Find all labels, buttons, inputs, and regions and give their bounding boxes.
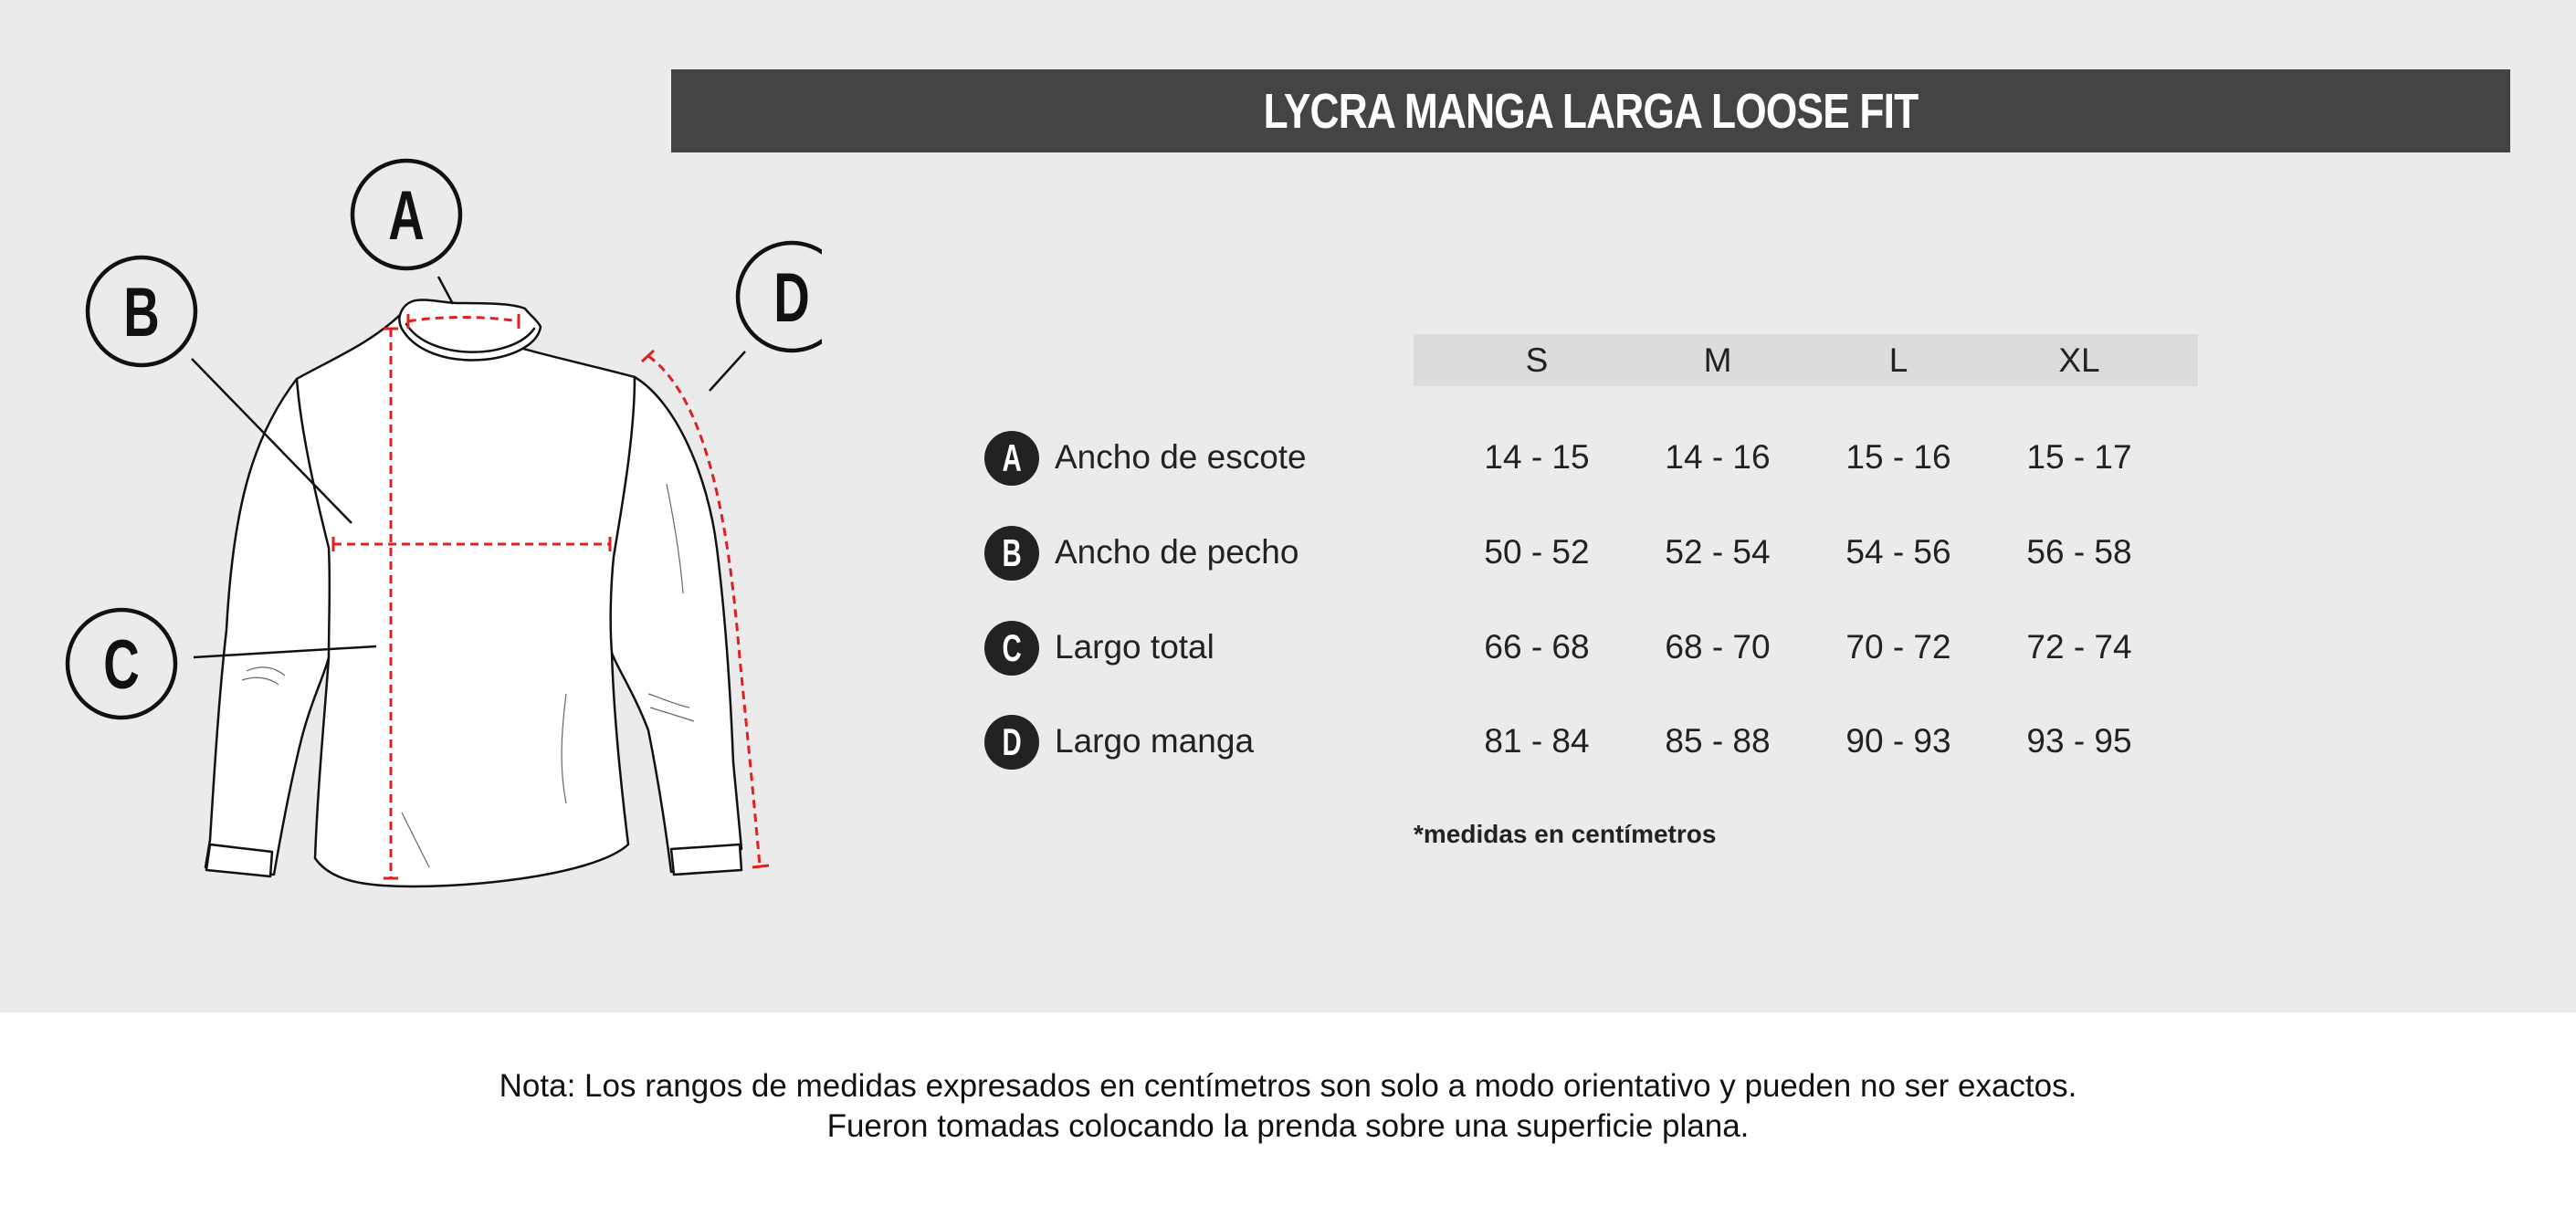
- units-note: *medidas en centímetros: [1414, 820, 1717, 848]
- title-bar: [671, 69, 2510, 152]
- row-c-cell-l: 70 - 72: [1845, 628, 1951, 666]
- row-c-cell-m: 68 - 70: [1665, 628, 1771, 666]
- marker-b-label: B: [123, 274, 160, 352]
- row-a-cell-l: 15 - 16: [1845, 438, 1951, 476]
- row-d-badge: D: [984, 715, 1039, 770]
- row-c-cell-s: 66 - 68: [1484, 628, 1590, 666]
- leader-d: [710, 351, 745, 391]
- leader-a: [438, 277, 453, 304]
- row-d-cell-m: 85 - 88: [1665, 722, 1771, 760]
- footer-note-line-2: Fueron tomadas colocando la prenda sobre una superficie plana.: [826, 1108, 1750, 1144]
- row-d-label: Largo manga: [1055, 722, 1255, 760]
- row-c-badge: C: [984, 621, 1039, 676]
- row-b-cell-l: 54 - 56: [1845, 533, 1951, 571]
- row-d-cell-l: 90 - 93: [1845, 722, 1951, 760]
- row-b-cell-s: 50 - 52: [1484, 533, 1590, 571]
- shirt-body-outline: [205, 309, 741, 886]
- row-d-cell-xl: 93 - 95: [2026, 722, 2132, 760]
- row-d-cell-s: 81 - 84: [1484, 722, 1590, 760]
- row-a-cell-xl: 15 - 17: [2026, 438, 2132, 476]
- size-header-xl: XL: [2058, 341, 2100, 379]
- row-b-label: Ancho de pecho: [1055, 533, 1299, 571]
- size-header-l: L: [1888, 341, 1908, 379]
- marker-d-label: D: [773, 259, 810, 338]
- row-a-cell-s: 14 - 15: [1484, 438, 1590, 476]
- row-b-cell-m: 52 - 54: [1665, 533, 1771, 571]
- row-a-badge: A: [984, 431, 1039, 486]
- shirt-diagram: [0, 0, 822, 913]
- page-title: LYCRA MANGA LARGA LOOSE FIT: [1263, 83, 1919, 139]
- size-header-s: S: [1525, 341, 1549, 379]
- row-c-label: Largo total: [1055, 628, 1214, 666]
- row-a-cell-m: 14 - 16: [1665, 438, 1771, 476]
- row-b-cell-xl: 56 - 58: [2026, 533, 2132, 571]
- marker-c-label: C: [103, 626, 140, 705]
- size-header-m: M: [1703, 341, 1732, 379]
- row-c-cell-xl: 72 - 74: [2026, 628, 2132, 666]
- row-b-badge: B: [984, 526, 1039, 581]
- row-a-label: Ancho de escote: [1055, 438, 1307, 476]
- footer-note-line-1: Nota: Los rangos de medidas expresados en centímetros son solo a modo orientativo y pueden no ser exactos.: [499, 1068, 2077, 1104]
- marker-a-label: A: [388, 177, 425, 256]
- right-cuff: [671, 844, 741, 875]
